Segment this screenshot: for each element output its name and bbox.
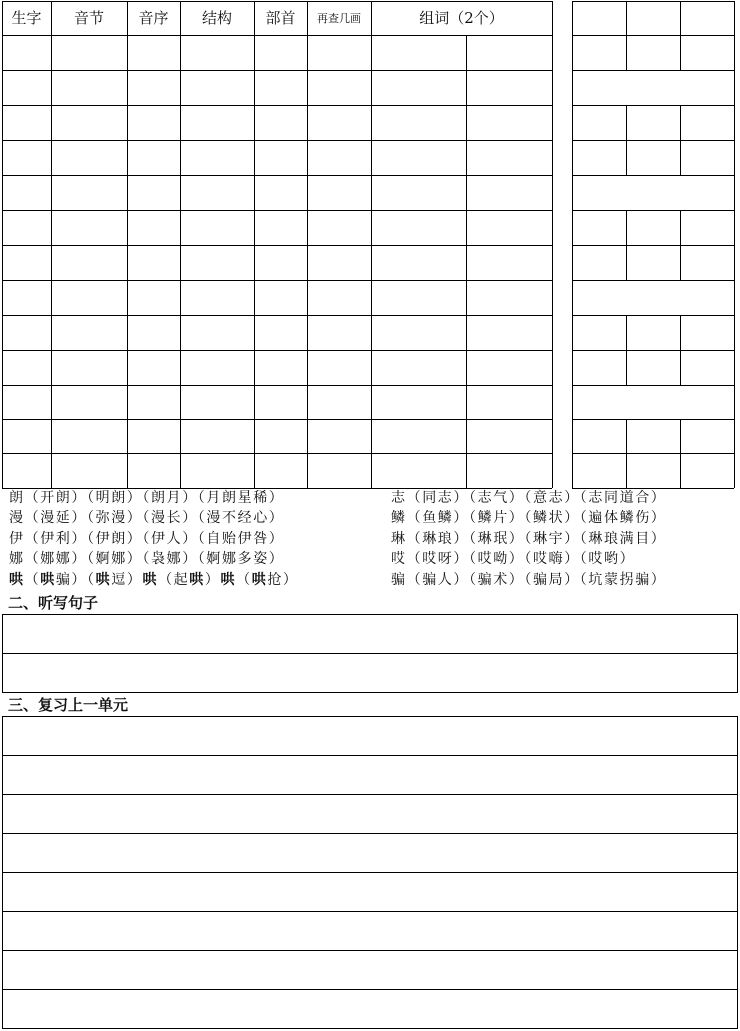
- review-writing-box: [2, 716, 738, 1029]
- word-line-right-5: 骗（骗人）（骗术）（骗局）（坑蒙拐骗）: [391, 572, 667, 588]
- word-line-left-2: 漫（漫延）（弥漫）（漫长）（漫不经心）: [9, 510, 285, 526]
- word-line-right-2: 鳞（鱼鳞）（鳞片）（鳞状）（遍体鳞伤）: [391, 510, 667, 526]
- writing-line[interactable]: [3, 795, 737, 834]
- writing-line[interactable]: [3, 912, 737, 951]
- writing-line[interactable]: [3, 756, 737, 795]
- header-word-formation: 组词（2个）: [419, 9, 504, 27]
- writing-line[interactable]: [3, 717, 737, 756]
- review-section-title: 三、复习上一单元: [8, 696, 129, 714]
- writing-line[interactable]: [3, 990, 737, 1028]
- header-character: 生字: [11, 9, 42, 27]
- dictation-writing-box: [2, 614, 738, 693]
- dictation-section-title: 二、听写句子: [8, 594, 99, 612]
- writing-line[interactable]: [3, 654, 737, 692]
- header-initial: 音序: [138, 9, 169, 27]
- word-line-left-1: 朗（开朗）（明朗）（朗月）（月朗星稀）: [9, 490, 285, 506]
- writing-line[interactable]: [3, 951, 737, 990]
- word-line-right-1: 志（同志）（志气）（意志）（志同道合）: [391, 490, 667, 506]
- word-line-right-4: 哎（哎呀）（哎呦）（哎嗨）（哎哟）: [391, 551, 636, 567]
- character-table-grid: [0, 0, 740, 490]
- header-radical: 部首: [265, 9, 296, 27]
- header-structure: 结构: [201, 9, 232, 27]
- word-line-right-3: 琳（琳琅）（琳珉）（琳宇）（琳琅满目）: [391, 531, 667, 547]
- word-line-left-3: 伊（伊利）（伊朗）（伊人）（自贻伊咎）: [9, 531, 285, 547]
- writing-line[interactable]: [3, 873, 737, 912]
- writing-line[interactable]: [3, 834, 737, 873]
- word-line-left-5: 哄（哄骗）（哄逗）哄（起哄）哄（哄抢）: [9, 572, 299, 588]
- writing-line[interactable]: [3, 615, 737, 654]
- header-syllable: 音节: [73, 9, 104, 27]
- header-stroke-count: 再查几画: [317, 11, 361, 25]
- word-line-left-4: 娜（娜娜）（婀娜）（袅娜）（婀娜多姿）: [9, 551, 285, 567]
